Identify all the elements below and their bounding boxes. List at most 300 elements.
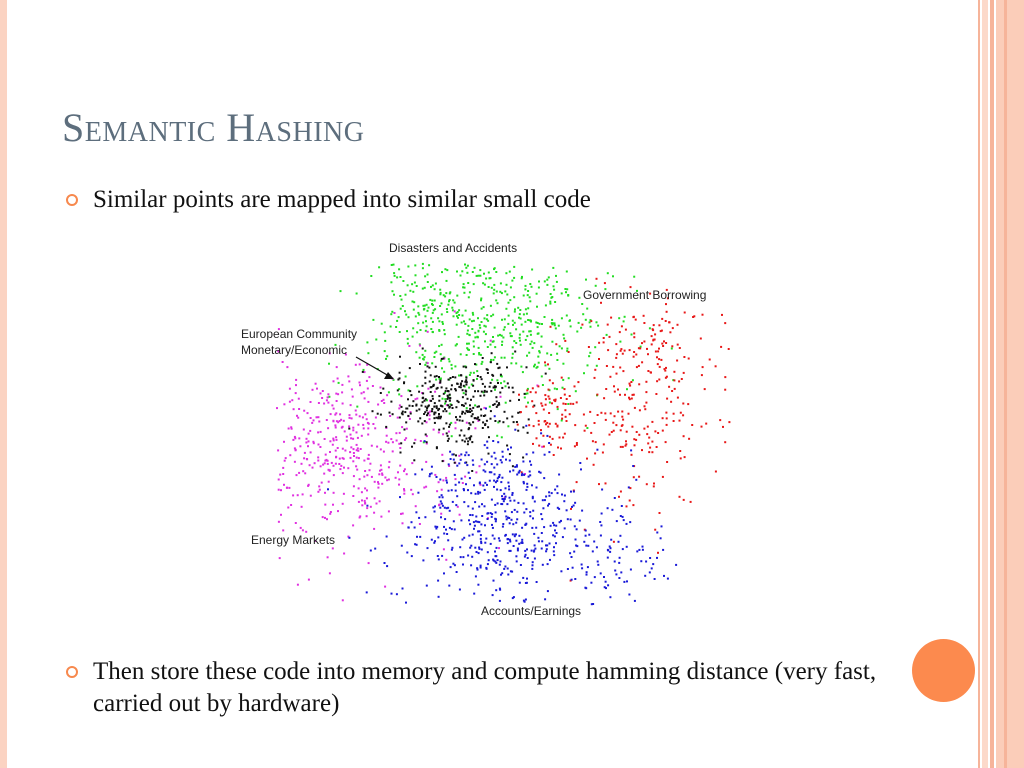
- scatter-point-disasters: [443, 371, 445, 373]
- scatter-point-government: [625, 440, 627, 442]
- scatter-point-disasters: [539, 323, 541, 325]
- scatter-point-accounts: [460, 453, 462, 455]
- scatter-point-european: [467, 398, 469, 400]
- scatter-point-european: [434, 376, 436, 378]
- scatter-point-accounts: [486, 447, 488, 449]
- scatter-point-disasters: [384, 340, 386, 342]
- scatter-point-accounts: [552, 534, 554, 536]
- scatter-point-energy: [380, 464, 382, 466]
- scatter-point-government: [635, 319, 637, 321]
- scatter-point-government: [645, 402, 647, 404]
- scatter-point-energy: [279, 474, 281, 476]
- scatter-point-energy: [361, 491, 363, 493]
- scatter-point-government: [544, 394, 546, 396]
- scatter-point-government: [651, 335, 653, 337]
- scatter-point-european: [399, 356, 401, 358]
- scatter-point-european: [433, 417, 435, 419]
- scatter-point-energy: [351, 417, 353, 419]
- scatter-point-accounts: [652, 563, 654, 565]
- scatter-point-disasters: [412, 336, 414, 338]
- scatter-point-european: [435, 366, 437, 368]
- scatter-point-accounts: [642, 546, 644, 548]
- scatter-point-disasters: [514, 308, 516, 310]
- scatter-point-disasters: [527, 294, 529, 296]
- scatter-point-government: [610, 412, 612, 414]
- scatter-point-disasters: [555, 275, 557, 277]
- scatter-point-government: [532, 387, 534, 389]
- scatter-point-energy: [316, 388, 318, 390]
- scatter-point-disasters: [445, 292, 447, 294]
- scatter-point-accounts: [649, 557, 651, 559]
- scatter-point-accounts: [516, 560, 518, 562]
- scatter-point-energy: [280, 489, 282, 491]
- scatter-point-government: [607, 349, 609, 351]
- scatter-point-energy: [404, 468, 406, 470]
- scatter-point-accounts: [534, 558, 536, 560]
- scatter-point-accounts: [450, 566, 452, 568]
- scatter-point-accounts: [472, 459, 474, 461]
- scatter-point-accounts: [571, 579, 573, 581]
- scatter-point-energy: [317, 431, 319, 433]
- scatter-point-disasters: [423, 308, 425, 310]
- scatter-point-energy: [383, 451, 385, 453]
- scatter-point-disasters: [424, 364, 426, 366]
- scatter-point-accounts: [484, 524, 486, 526]
- scatter-point-accounts: [504, 566, 506, 568]
- scatter-point-accounts: [554, 529, 556, 531]
- scatter-point-government: [583, 414, 585, 416]
- scatter-point-energy: [312, 467, 314, 469]
- scatter-point-european: [438, 400, 440, 402]
- scatter-point-government: [679, 450, 681, 452]
- scatter-point-accounts: [449, 451, 451, 453]
- scatter-point-disasters: [521, 324, 523, 326]
- scatter-point-government: [657, 350, 659, 352]
- scatter-point-disasters: [463, 283, 465, 285]
- scatter-point-energy: [361, 504, 363, 506]
- pointer-arrowhead: [384, 372, 394, 379]
- scatter-point-government: [592, 440, 594, 442]
- scatter-point-energy: [298, 398, 300, 400]
- scatter-point-energy: [319, 489, 321, 491]
- scatter-point-european: [480, 376, 482, 378]
- scatter-point-disasters: [563, 337, 565, 339]
- scatter-point-government: [684, 456, 686, 458]
- scatter-point-accounts: [544, 598, 546, 600]
- scatter-point-disasters: [427, 310, 429, 312]
- scatter-point-energy: [336, 366, 338, 368]
- scatter-point-government: [673, 379, 675, 381]
- scatter-point-european: [491, 374, 493, 376]
- scatter-point-energy: [448, 431, 450, 433]
- scatter-point-accounts: [459, 546, 461, 548]
- scatter-point-accounts: [494, 538, 496, 540]
- scatter-point-energy: [302, 529, 304, 531]
- scatter-point-disasters: [409, 290, 411, 292]
- scatter-point-disasters: [536, 306, 538, 308]
- scatter-point-disasters: [623, 320, 625, 322]
- scatter-point-european: [404, 429, 406, 431]
- scatter-point-accounts: [537, 537, 539, 539]
- scatter-point-energy: [389, 415, 391, 417]
- scatter-point-energy: [380, 469, 382, 471]
- scatter-point-european: [455, 416, 457, 418]
- scatter-point-government: [721, 314, 723, 316]
- label-accounts-earnings: Accounts/Earnings: [481, 604, 582, 618]
- scatter-point-accounts: [651, 567, 653, 569]
- scatter-point-accounts: [468, 535, 470, 537]
- scatter-point-disasters: [526, 313, 528, 315]
- scatter-point-accounts: [419, 536, 421, 538]
- scatter-point-accounts: [516, 466, 518, 468]
- scatter-point-government: [566, 398, 568, 400]
- scatter-point-accounts: [434, 540, 436, 542]
- scatter-point-european: [433, 412, 435, 414]
- scatter-point-accounts: [469, 514, 471, 516]
- scatter-point-energy: [402, 522, 404, 524]
- scatter-point-disasters: [463, 392, 465, 394]
- scatter-point-government: [565, 416, 567, 418]
- scatter-point-disasters: [513, 277, 515, 279]
- scatter-point-government: [633, 394, 635, 396]
- scatter-point-accounts: [441, 503, 443, 505]
- scatter-point-accounts: [440, 500, 442, 502]
- scatter-point-disasters: [494, 346, 496, 348]
- scatter-point-european: [431, 408, 433, 410]
- scatter-point-disasters: [473, 372, 475, 374]
- scatter-point-energy: [307, 445, 309, 447]
- scatter-point-energy: [324, 504, 326, 506]
- scatter-point-disasters: [515, 342, 517, 344]
- scatter-point-energy: [337, 421, 339, 423]
- scatter-point-accounts: [541, 548, 543, 550]
- scatter-point-accounts: [558, 474, 560, 476]
- scatter-point-energy: [295, 384, 297, 386]
- scatter-point-european: [497, 382, 499, 384]
- scatter-point-energy: [379, 500, 381, 502]
- scatter-point-accounts: [464, 454, 466, 456]
- scatter-point-accounts: [386, 565, 388, 567]
- scatter-point-disasters: [455, 345, 457, 347]
- scatter-point-accounts: [584, 587, 586, 589]
- scatter-point-disasters: [557, 408, 559, 410]
- scatter-point-accounts: [554, 489, 556, 491]
- scatter-point-accounts: [484, 444, 486, 446]
- scatter-point-energy: [317, 460, 319, 462]
- scatter-point-disasters: [505, 308, 507, 310]
- scatter-point-energy: [349, 414, 351, 416]
- scatter-point-accounts: [460, 459, 462, 461]
- scatter-point-energy: [344, 450, 346, 452]
- scatter-point-energy: [297, 494, 299, 496]
- scatter-point-energy: [397, 417, 399, 419]
- scatter-point-energy: [410, 489, 412, 491]
- scatter-point-disasters: [550, 354, 552, 356]
- scatter-point-energy: [302, 493, 304, 495]
- scatter-point-accounts: [506, 518, 508, 520]
- scatter-point-european: [445, 390, 447, 392]
- scatter-point-energy: [282, 467, 284, 469]
- scatter-point-disasters: [578, 297, 580, 299]
- scatter-point-european: [465, 384, 467, 386]
- scatter-point-disasters: [472, 314, 474, 316]
- scatter-point-government: [657, 432, 659, 434]
- scatter-point-government: [633, 438, 635, 440]
- scatter-point-european: [422, 348, 424, 350]
- scatter-point-energy: [293, 408, 295, 410]
- scatter-point-disasters: [633, 276, 635, 278]
- scatter-point-energy: [317, 456, 319, 458]
- scatter-point-accounts: [547, 590, 549, 592]
- scatter-point-european: [424, 411, 426, 413]
- scatter-point-energy: [366, 418, 368, 420]
- scatter-point-government: [673, 420, 675, 422]
- scatter-point-european: [433, 384, 435, 386]
- scatter-point-accounts: [571, 556, 573, 558]
- scatter-point-accounts: [473, 521, 475, 523]
- scatter-point-disasters: [566, 271, 568, 273]
- scatter-point-accounts: [414, 527, 416, 529]
- scatter-point-government: [658, 348, 660, 350]
- scatter-point-european: [429, 381, 431, 383]
- scatter-point-european: [424, 382, 426, 384]
- scatter-point-accounts: [480, 567, 482, 569]
- scatter-point-energy: [310, 495, 312, 497]
- scatter-point-accounts: [626, 546, 628, 548]
- scatter-point-disasters: [466, 354, 468, 356]
- scatter-point-disasters: [484, 340, 486, 342]
- scatter-point-government: [538, 445, 540, 447]
- scatter-point-government: [629, 385, 631, 387]
- scatter-point-disasters: [427, 281, 429, 283]
- scatter-point-government: [628, 413, 630, 415]
- scatter-point-disasters: [393, 264, 395, 266]
- scatter-point-energy: [386, 479, 388, 481]
- scatter-point-european: [437, 387, 439, 389]
- scatter-point-government: [701, 426, 703, 428]
- scatter-point-energy: [335, 436, 337, 438]
- scatter-point-energy: [335, 450, 337, 452]
- scatter-point-government: [622, 446, 624, 448]
- scatter-point-government: [609, 434, 611, 436]
- scatter-point-energy: [364, 413, 366, 415]
- scatter-point-government: [658, 379, 660, 381]
- scatter-point-energy: [278, 489, 280, 491]
- scatter-point-accounts: [599, 521, 601, 523]
- scatter-point-government: [662, 476, 664, 478]
- scatter-point-european: [452, 407, 454, 409]
- scatter-point-disasters: [407, 266, 409, 268]
- scatter-point-government: [545, 398, 547, 400]
- scatter-point-disasters: [538, 281, 540, 283]
- scatter-point-energy: [316, 416, 318, 418]
- scatter-point-disasters: [512, 346, 514, 348]
- scatter-point-energy: [327, 556, 329, 558]
- scatter-point-disasters: [399, 331, 401, 333]
- scatter-point-disasters: [416, 331, 418, 333]
- scatter-point-accounts: [475, 575, 477, 577]
- scatter-point-european: [482, 357, 484, 359]
- scatter-point-accounts: [619, 557, 621, 559]
- scatter-point-disasters: [469, 291, 471, 293]
- scatter-point-european: [426, 409, 428, 411]
- scatter-point-european: [389, 412, 391, 414]
- scatter-point-government: [631, 398, 633, 400]
- scatter-point-accounts: [445, 479, 447, 481]
- scatter-point-disasters: [544, 280, 546, 282]
- scatter-point-energy: [381, 474, 383, 476]
- scatter-point-disasters: [416, 385, 418, 387]
- scatter-point-european: [430, 391, 432, 393]
- scatter-point-disasters: [581, 303, 583, 305]
- scatter-point-government: [602, 452, 604, 454]
- scatter-point-accounts: [609, 551, 611, 553]
- scatter-point-disasters: [508, 315, 510, 317]
- scatter-point-disasters: [483, 331, 485, 333]
- scatter-point-european: [400, 442, 402, 444]
- scatter-point-accounts: [615, 573, 617, 575]
- scatter-point-energy: [295, 392, 297, 394]
- scatter-point-government: [641, 449, 643, 451]
- scatter-point-european: [447, 440, 449, 442]
- scatter-point-energy: [343, 553, 345, 555]
- scatter-point-disasters: [527, 290, 529, 292]
- scatter-point-energy: [352, 524, 354, 526]
- scatter-point-european: [471, 415, 473, 417]
- scatter-point-energy: [462, 482, 464, 484]
- scatter-point-european: [474, 417, 476, 419]
- scatter-point-accounts: [555, 542, 557, 544]
- scatter-point-government: [618, 496, 620, 498]
- scatter-point-european: [513, 421, 515, 423]
- scatter-point-disasters: [481, 361, 483, 363]
- scatter-point-energy: [366, 497, 368, 499]
- scatter-point-energy: [367, 422, 369, 424]
- scatter-point-disasters: [519, 313, 521, 315]
- scatter-point-government: [615, 357, 617, 359]
- scatter-point-accounts: [500, 459, 502, 461]
- scatter-point-energy: [364, 470, 366, 472]
- scatter-point-european: [508, 387, 510, 389]
- scatter-point-government: [651, 343, 653, 345]
- scatter-point-accounts: [521, 539, 523, 541]
- scatter-point-disasters: [404, 310, 406, 312]
- scatter-point-disasters: [510, 362, 512, 364]
- scatter-point-accounts: [661, 525, 663, 527]
- scatter-point-disasters: [500, 382, 502, 384]
- scatter-point-energy: [292, 494, 294, 496]
- scatter-point-accounts: [437, 555, 439, 557]
- scatter-point-accounts: [523, 474, 525, 476]
- scatter-point-disasters: [424, 350, 426, 352]
- scatter-point-european: [448, 426, 450, 428]
- scatter-point-energy: [356, 449, 358, 451]
- scatter-point-european: [462, 411, 464, 413]
- scatter-point-accounts: [434, 511, 436, 513]
- scatter-point-european: [460, 386, 462, 388]
- scatter-point-government: [570, 508, 572, 510]
- scatter-point-accounts: [654, 578, 656, 580]
- scatter-point-disasters: [519, 337, 521, 339]
- scatter-point-accounts: [453, 520, 455, 522]
- scatter-point-accounts: [504, 498, 506, 500]
- scatter-point-government: [643, 322, 645, 324]
- scatter-point-accounts: [513, 545, 515, 547]
- scatter-point-disasters: [492, 314, 494, 316]
- scatter-point-disasters: [484, 284, 486, 286]
- scatter-point-disasters: [402, 305, 404, 307]
- scatter-point-government: [662, 417, 664, 419]
- scatter-point-accounts: [614, 570, 616, 572]
- scatter-point-government: [616, 373, 618, 375]
- scatter-point-disasters: [424, 356, 426, 358]
- scatter-point-energy: [399, 447, 401, 449]
- scatter-point-accounts: [585, 530, 587, 532]
- scatter-point-accounts: [432, 507, 434, 509]
- scatter-point-government: [658, 358, 660, 360]
- scatter-point-government: [666, 376, 668, 378]
- scatter-point-accounts: [561, 494, 563, 496]
- scatter-point-disasters: [340, 290, 342, 292]
- scatter-point-energy: [335, 463, 337, 465]
- scatter-point-disasters: [545, 364, 547, 366]
- scatter-point-energy: [307, 412, 309, 414]
- scatter-point-disasters: [442, 323, 444, 325]
- scatter-point-energy: [369, 469, 371, 471]
- scatter-point-energy: [301, 463, 303, 465]
- scatter-point-government: [683, 372, 685, 374]
- scatter-point-accounts: [551, 492, 553, 494]
- scatter-point-energy: [454, 310, 456, 312]
- scatter-point-energy: [298, 437, 300, 439]
- scatter-point-accounts: [630, 449, 632, 451]
- scatter-point-european: [446, 432, 448, 434]
- scatter-point-accounts: [490, 512, 492, 514]
- scatter-point-government: [624, 350, 626, 352]
- scatter-point-disasters: [407, 343, 409, 345]
- scatter-point-government: [728, 348, 730, 350]
- scatter-point-energy: [350, 457, 352, 459]
- scatter-point-energy: [361, 392, 363, 394]
- scatter-point-accounts: [458, 462, 460, 464]
- scatter-point-disasters: [446, 308, 448, 310]
- scatter-point-energy: [343, 458, 345, 460]
- scatter-point-disasters: [548, 276, 550, 278]
- scatter-point-european: [517, 430, 519, 432]
- scatter-point-european: [434, 406, 436, 408]
- scatter-point-european: [426, 441, 428, 443]
- scatter-point-european: [482, 383, 484, 385]
- scatter-point-accounts: [533, 533, 535, 535]
- scatter-point-government: [663, 340, 665, 342]
- scatter-point-disasters: [612, 275, 614, 277]
- scatter-point-government: [615, 424, 617, 426]
- scatter-point-accounts: [501, 495, 503, 497]
- scatter-point-european: [440, 416, 442, 418]
- scatter-point-accounts: [636, 550, 638, 552]
- scatter-point-accounts: [461, 478, 463, 480]
- scatter-point-european: [473, 379, 475, 381]
- scatter-point-accounts: [473, 528, 475, 530]
- scatter-point-government: [671, 390, 673, 392]
- scatter-point-accounts: [474, 501, 476, 503]
- scatter-point-government: [671, 345, 673, 347]
- scatter-point-accounts: [547, 563, 549, 565]
- scatter-point-government: [544, 361, 546, 363]
- scatter-point-accounts: [547, 505, 549, 507]
- scatter-point-european: [427, 412, 429, 414]
- scatter-point-disasters: [549, 301, 551, 303]
